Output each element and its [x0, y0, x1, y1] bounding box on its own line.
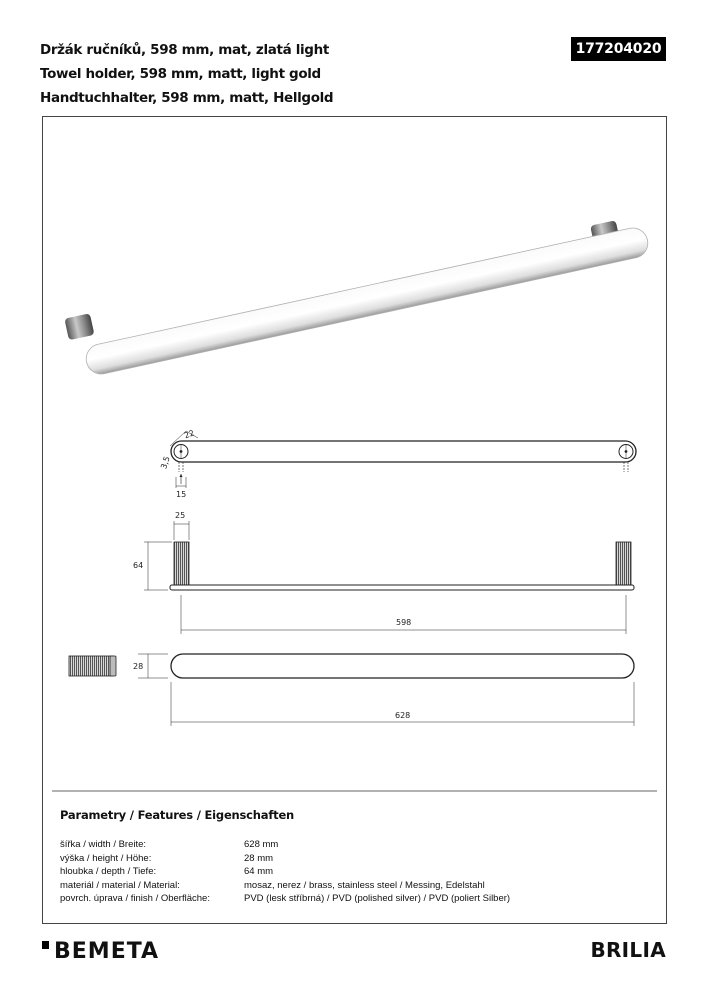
series-name: BRILIA: [590, 938, 666, 962]
dim-height: 28: [133, 662, 144, 671]
dim-hole-distance: 22: [182, 428, 196, 441]
features-heading: Parametry / Features / Eigenschaften: [60, 808, 295, 822]
feature-value: 64 mm: [244, 866, 274, 877]
feature-value: 28 mm: [244, 852, 274, 864]
feature-label: povrch. úprava / finish / Oberfläche:: [60, 893, 210, 904]
dim-length-inner: 598: [396, 618, 412, 627]
brand-name: BEMETA: [54, 938, 160, 964]
side-view: [69, 654, 634, 726]
title-en: Towel holder, 598 mm, matt, light gold: [40, 66, 321, 82]
feature-label: hloubka / depth / Tiefe:: [60, 866, 157, 877]
logo-square-icon: [42, 941, 49, 949]
product-render: [64, 220, 650, 377]
feature-label: šířka / width / Breite:: [60, 839, 147, 850]
title-de: Handtuchhalter, 598 mm, matt, Hellgold: [40, 90, 334, 106]
dim-hole-offset: 15: [176, 490, 187, 499]
feature-value: 628 mm: [244, 839, 279, 850]
dim-hole-diameter: 3,5: [159, 455, 172, 471]
front-view: [133, 511, 634, 634]
dim-post-width: 25: [175, 511, 186, 520]
feature-label: výška / height / Höhe:: [60, 852, 152, 864]
feature-label: materiál / material / Material:: [60, 879, 180, 891]
dim-depth: 64: [133, 561, 144, 570]
title-cz: Držák ručníků, 598 mm, mat, zlatá light: [40, 42, 329, 58]
brand-logo: [42, 938, 159, 964]
top-view: [159, 428, 636, 499]
feature-value: PVD (lesk stříbrná) / PVD (polished silver) / PVD (poliert Silber): [244, 893, 511, 904]
dim-length-total: 628: [395, 711, 411, 720]
feature-value: mosaz, nerez / brass, stainless steel / Messing, Edelstahl: [244, 879, 485, 891]
product-code-badge: 177204020: [571, 37, 666, 61]
